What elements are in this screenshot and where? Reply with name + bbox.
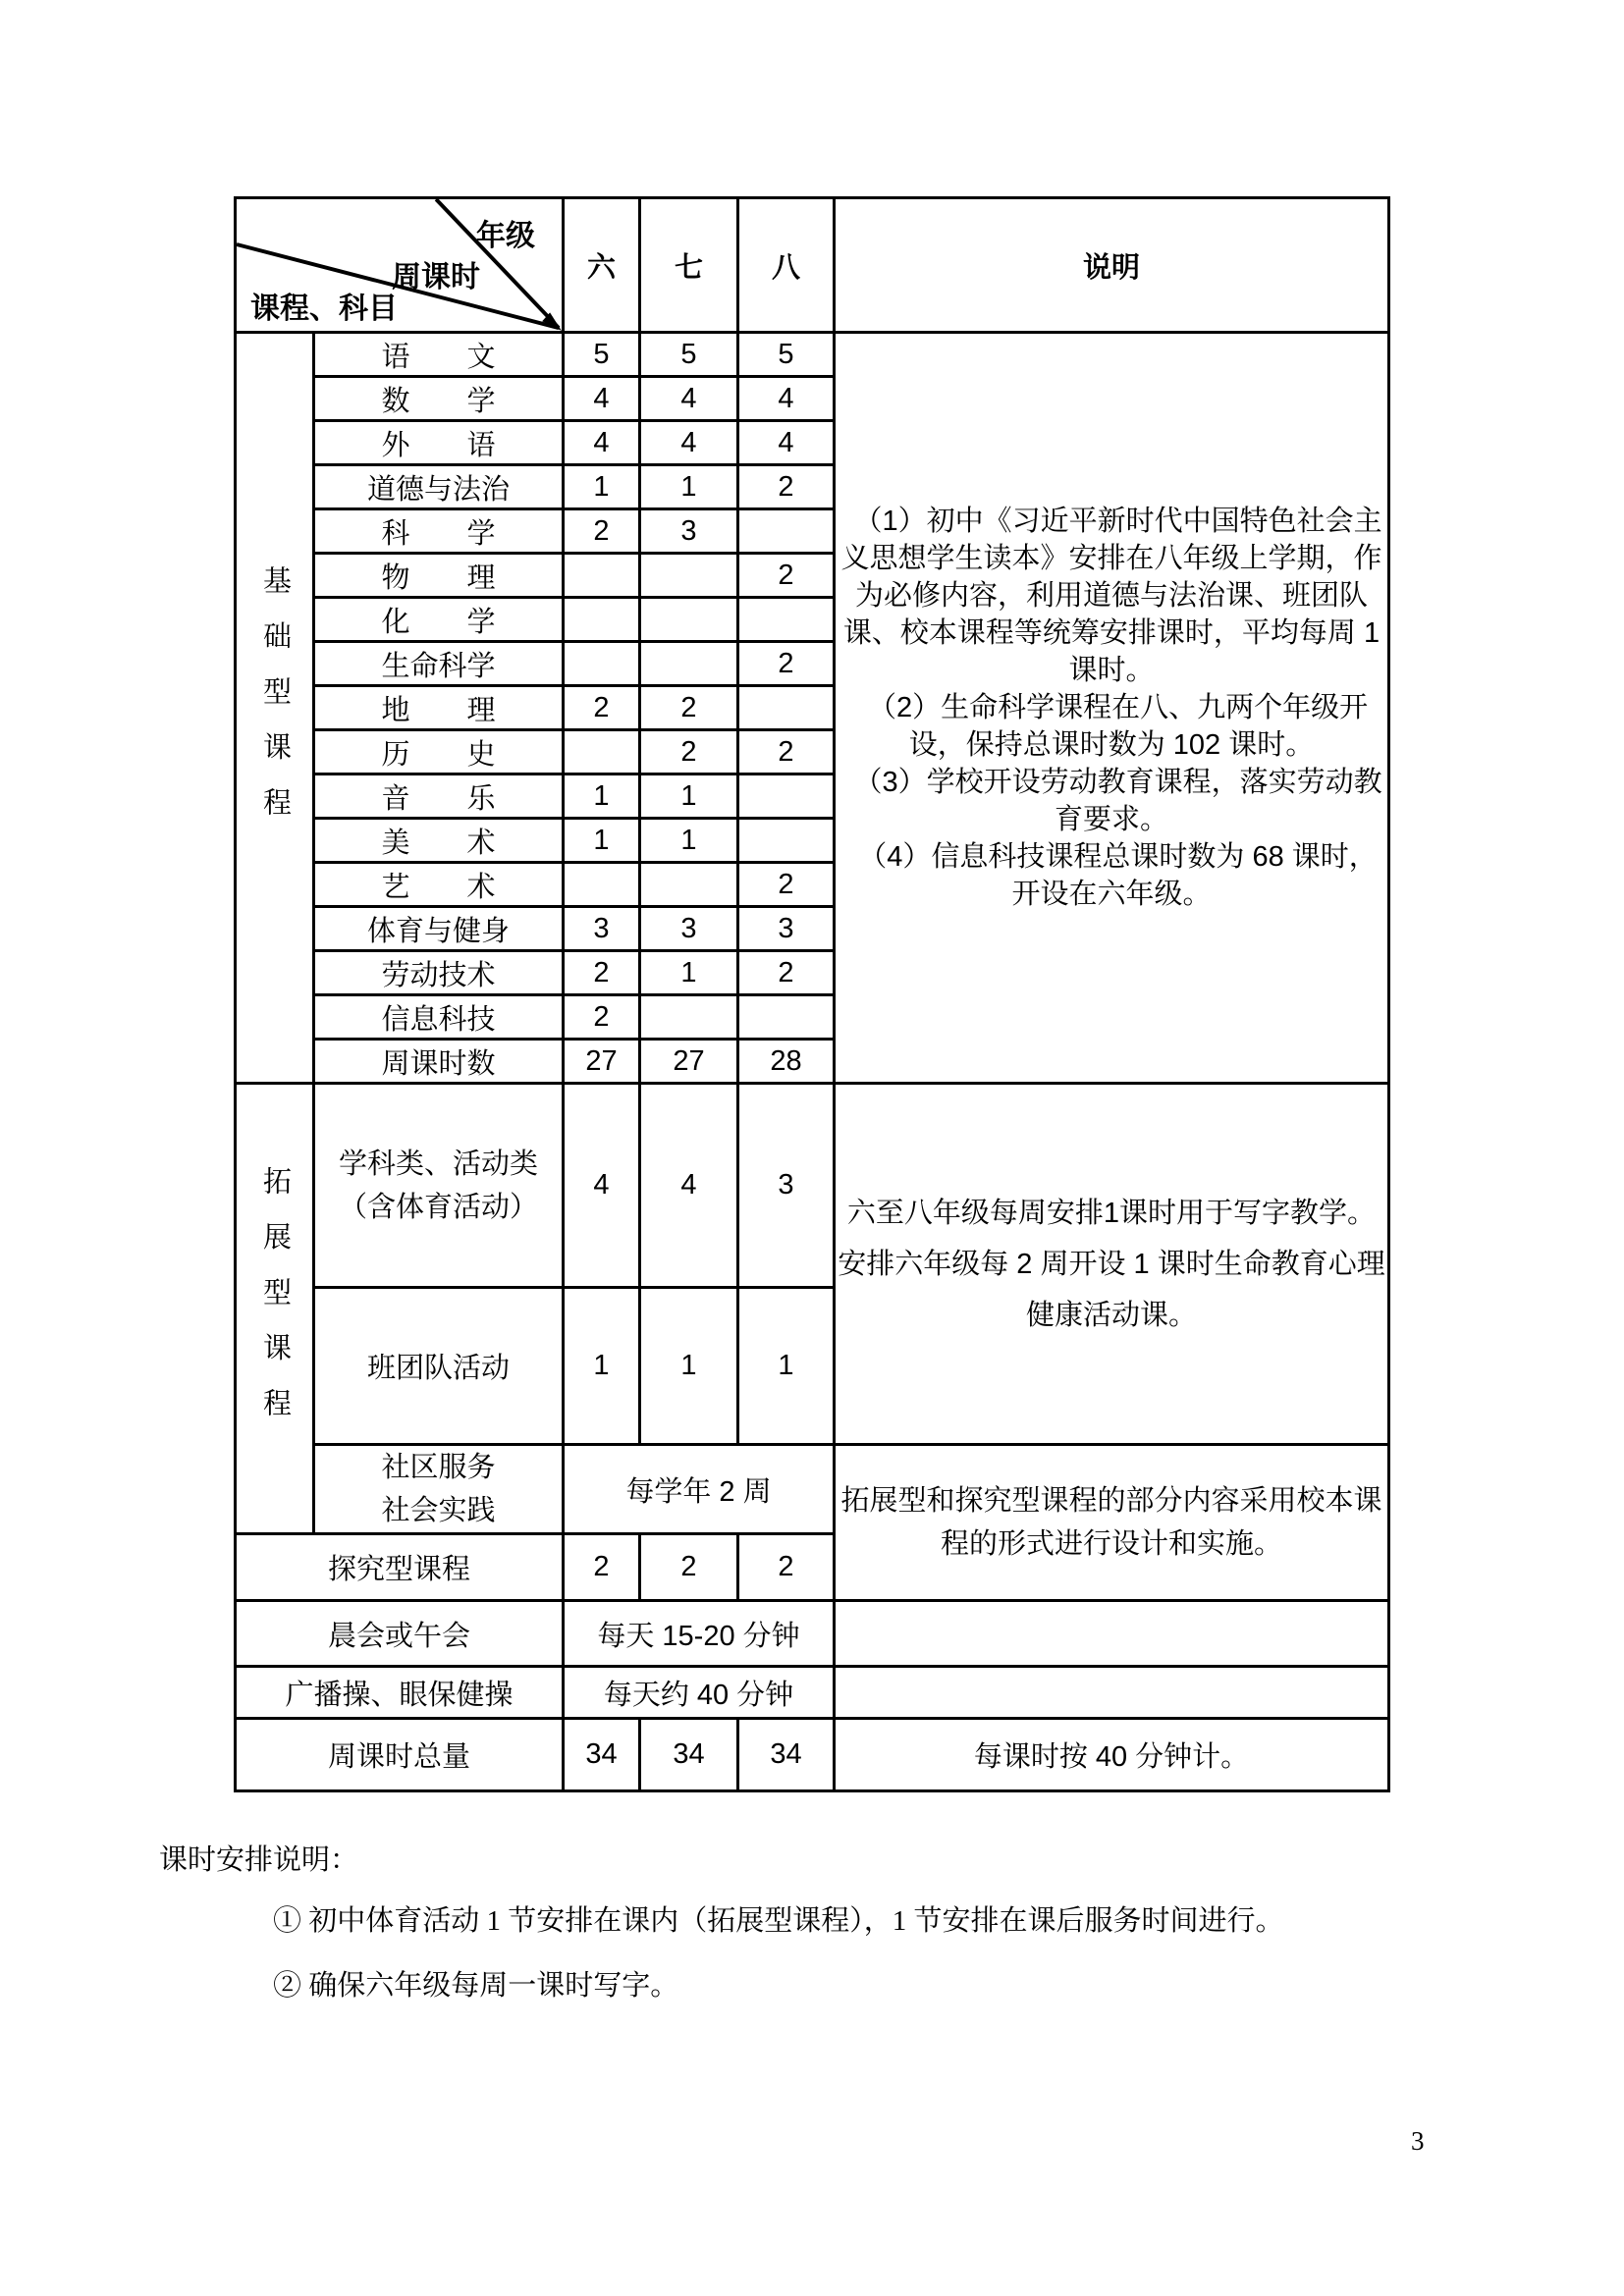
table-row [236,1601,1389,1667]
value-cell: 27 [564,1040,640,1084]
value-cell [738,819,835,863]
value-cell: 27 [640,1040,738,1084]
subject-cell: 班团队活动 [314,1288,564,1445]
value-cell: 34 [738,1719,835,1791]
subject-cell: 语 文 [314,333,564,377]
corner-weekly-hours-label: 周课时 [392,261,480,294]
value-cell: 2 [564,1534,640,1601]
subject-cell [314,1445,564,1534]
total-notes-cell: 每课时按 40 分钟计。 [835,1719,1389,1791]
value-cell: 34 [640,1719,738,1791]
value-cell [640,598,738,642]
basic-note-2: （2）生命科学课程在八、九两个年级开设，保持总课时数为 102 课时。 [867,692,1369,761]
value-cell: 1 [640,774,738,819]
subject-cell: 数 学 [314,377,564,421]
value-cell [738,995,835,1040]
value-cell: 2 [564,686,640,730]
subject-cell [314,1084,564,1288]
subject-cell: 周课时数 [314,1040,564,1084]
subject-cell: 劳动技术 [314,951,564,995]
grade-header-6: 六 [564,198,640,333]
subject-cell: 音 乐 [314,774,564,819]
subject-cell: 探究型课程 [236,1534,564,1601]
value-cell-merged: 每学年 2 周 [564,1445,835,1534]
subject-cell: 化 学 [314,598,564,642]
value-cell: 3 [738,907,835,951]
page-number: 3 [1411,2126,1425,2156]
footer-item-1: ① 初中体育活动 1 节安排在课内（拓展型课程），1 节安排在课后服务时间进行。 [273,1905,1284,1937]
value-cell: 3 [640,907,738,951]
value-cell [738,774,835,819]
table-row [236,1084,1389,1288]
value-cell: 3 [564,907,640,951]
subject-cell: 美 术 [314,819,564,863]
subject-activity-line1: 学科类、活动类 [338,1148,538,1180]
table-row [236,333,1389,377]
community-service-line1: 社区服务 [381,1452,496,1483]
community-service-line2: 社会实践 [381,1495,496,1526]
value-cell: 4 [640,1084,738,1288]
value-cell: 2 [640,730,738,774]
group-label-basic-text: 基础型课程 [259,564,291,843]
value-cell: 1 [640,465,738,509]
value-cell [738,509,835,554]
value-cell: 2 [564,951,640,995]
value-cell: 2 [738,951,835,995]
subject-cell: 晨会或午会 [236,1601,564,1667]
table-row [236,1445,1389,1534]
value-cell: 3 [640,509,738,554]
value-cell: 5 [640,333,738,377]
value-cell [564,598,640,642]
value-cell: 2 [738,554,835,598]
value-cell: 4 [564,421,640,465]
value-cell: 4 [564,1084,640,1288]
value-cell [640,642,738,686]
value-cell-merged: 每天约 40 分钟 [564,1667,835,1719]
value-cell: 4 [640,377,738,421]
value-cell [564,642,640,686]
subject-cell: 周课时总量 [236,1719,564,1791]
corner-header-cell [236,198,564,333]
table-row [236,1667,1389,1719]
value-cell: 2 [640,686,738,730]
basic-note-4: （4）信息科技课程总课时数为 68 课时，开设在六年级。 [858,841,1378,910]
value-cell [640,995,738,1040]
corner-grade-label: 年级 [476,220,535,252]
subject-cell: 艺 术 [314,863,564,907]
inquiry-notes-cell: 拓展型和探究型课程的部分内容采用校本课程的形式进行设计和实施。 [835,1445,1389,1601]
grade-header-7: 七 [640,198,738,333]
group-label-basic [236,333,314,1084]
value-cell [564,730,640,774]
footer-title: 课时安排说明： [159,1844,359,1876]
empty-notes-cell [835,1667,1389,1719]
group-label-expanded-text: 拓展型课程 [259,1165,291,1444]
value-cell: 1 [564,819,640,863]
subject-cell: 外 语 [314,421,564,465]
grade-header-8: 八 [738,198,835,333]
value-cell: 1 [564,465,640,509]
value-cell: 4 [738,421,835,465]
subject-cell: 历 史 [314,730,564,774]
value-cell: 1 [564,1288,640,1445]
subject-cell: 物 理 [314,554,564,598]
value-cell: 28 [738,1040,835,1084]
value-cell-merged: 每天 15-20 分钟 [564,1601,835,1667]
subject-cell: 生命科学 [314,642,564,686]
notes-header: 说明 [835,198,1389,333]
subject-cell: 广播操、眼保健操 [236,1667,564,1719]
curriculum-table [234,196,1390,1792]
value-cell: 1 [640,1288,738,1445]
subject-cell: 道德与法治 [314,465,564,509]
header-row [236,198,1389,333]
value-cell: 2 [738,863,835,907]
value-cell: 2 [564,509,640,554]
value-cell [564,554,640,598]
value-cell: 4 [738,377,835,421]
value-cell [738,598,835,642]
value-cell: 4 [564,377,640,421]
basic-notes-cell [835,333,1389,1084]
value-cell: 1 [640,819,738,863]
value-cell: 4 [640,421,738,465]
footer-item-2: ② 确保六年级每周一课时写字。 [273,1970,679,2002]
value-cell: 5 [738,333,835,377]
value-cell: 2 [640,1534,738,1601]
subject-cell: 信息科技 [314,995,564,1040]
table-row [236,1719,1389,1791]
empty-notes-cell [835,1601,1389,1667]
value-cell: 5 [564,333,640,377]
value-cell: 2 [738,465,835,509]
value-cell: 2 [738,642,835,686]
value-cell: 1 [640,951,738,995]
value-cell: 2 [564,995,640,1040]
corner-course-label: 课程、科目 [250,293,398,325]
value-cell [640,554,738,598]
value-cell: 2 [738,730,835,774]
value-cell: 1 [738,1288,835,1445]
value-cell: 2 [738,1534,835,1601]
basic-note-3: （3）学校开设劳动教育课程，落实劳动教育要求。 [853,767,1382,835]
subject-cell: 科 学 [314,509,564,554]
value-cell [564,863,640,907]
value-cell: 3 [738,1084,835,1288]
value-cell: 34 [564,1719,640,1791]
group-label-expanded [236,1084,314,1534]
expanded-notes-cell: 六至八年级每周安排1课时用于写字教学。安排六年级每 2 周开设 1 课时生命教育心理健康活动课。 [835,1084,1389,1445]
basic-note-1: （1）初中《习近平新时代中国特色社会主义思想学生读本》安排在八年级上学期，作为必修内容，利用道德与法治课、班团队课、校本课程等统筹安排课时，平均每周 1 课时。 [840,506,1382,686]
value-cell [738,686,835,730]
subject-activity-line2: （含体育活动） [338,1191,538,1223]
subject-cell: 地 理 [314,686,564,730]
value-cell [640,863,738,907]
subject-cell: 体育与健身 [314,907,564,951]
value-cell: 1 [564,774,640,819]
